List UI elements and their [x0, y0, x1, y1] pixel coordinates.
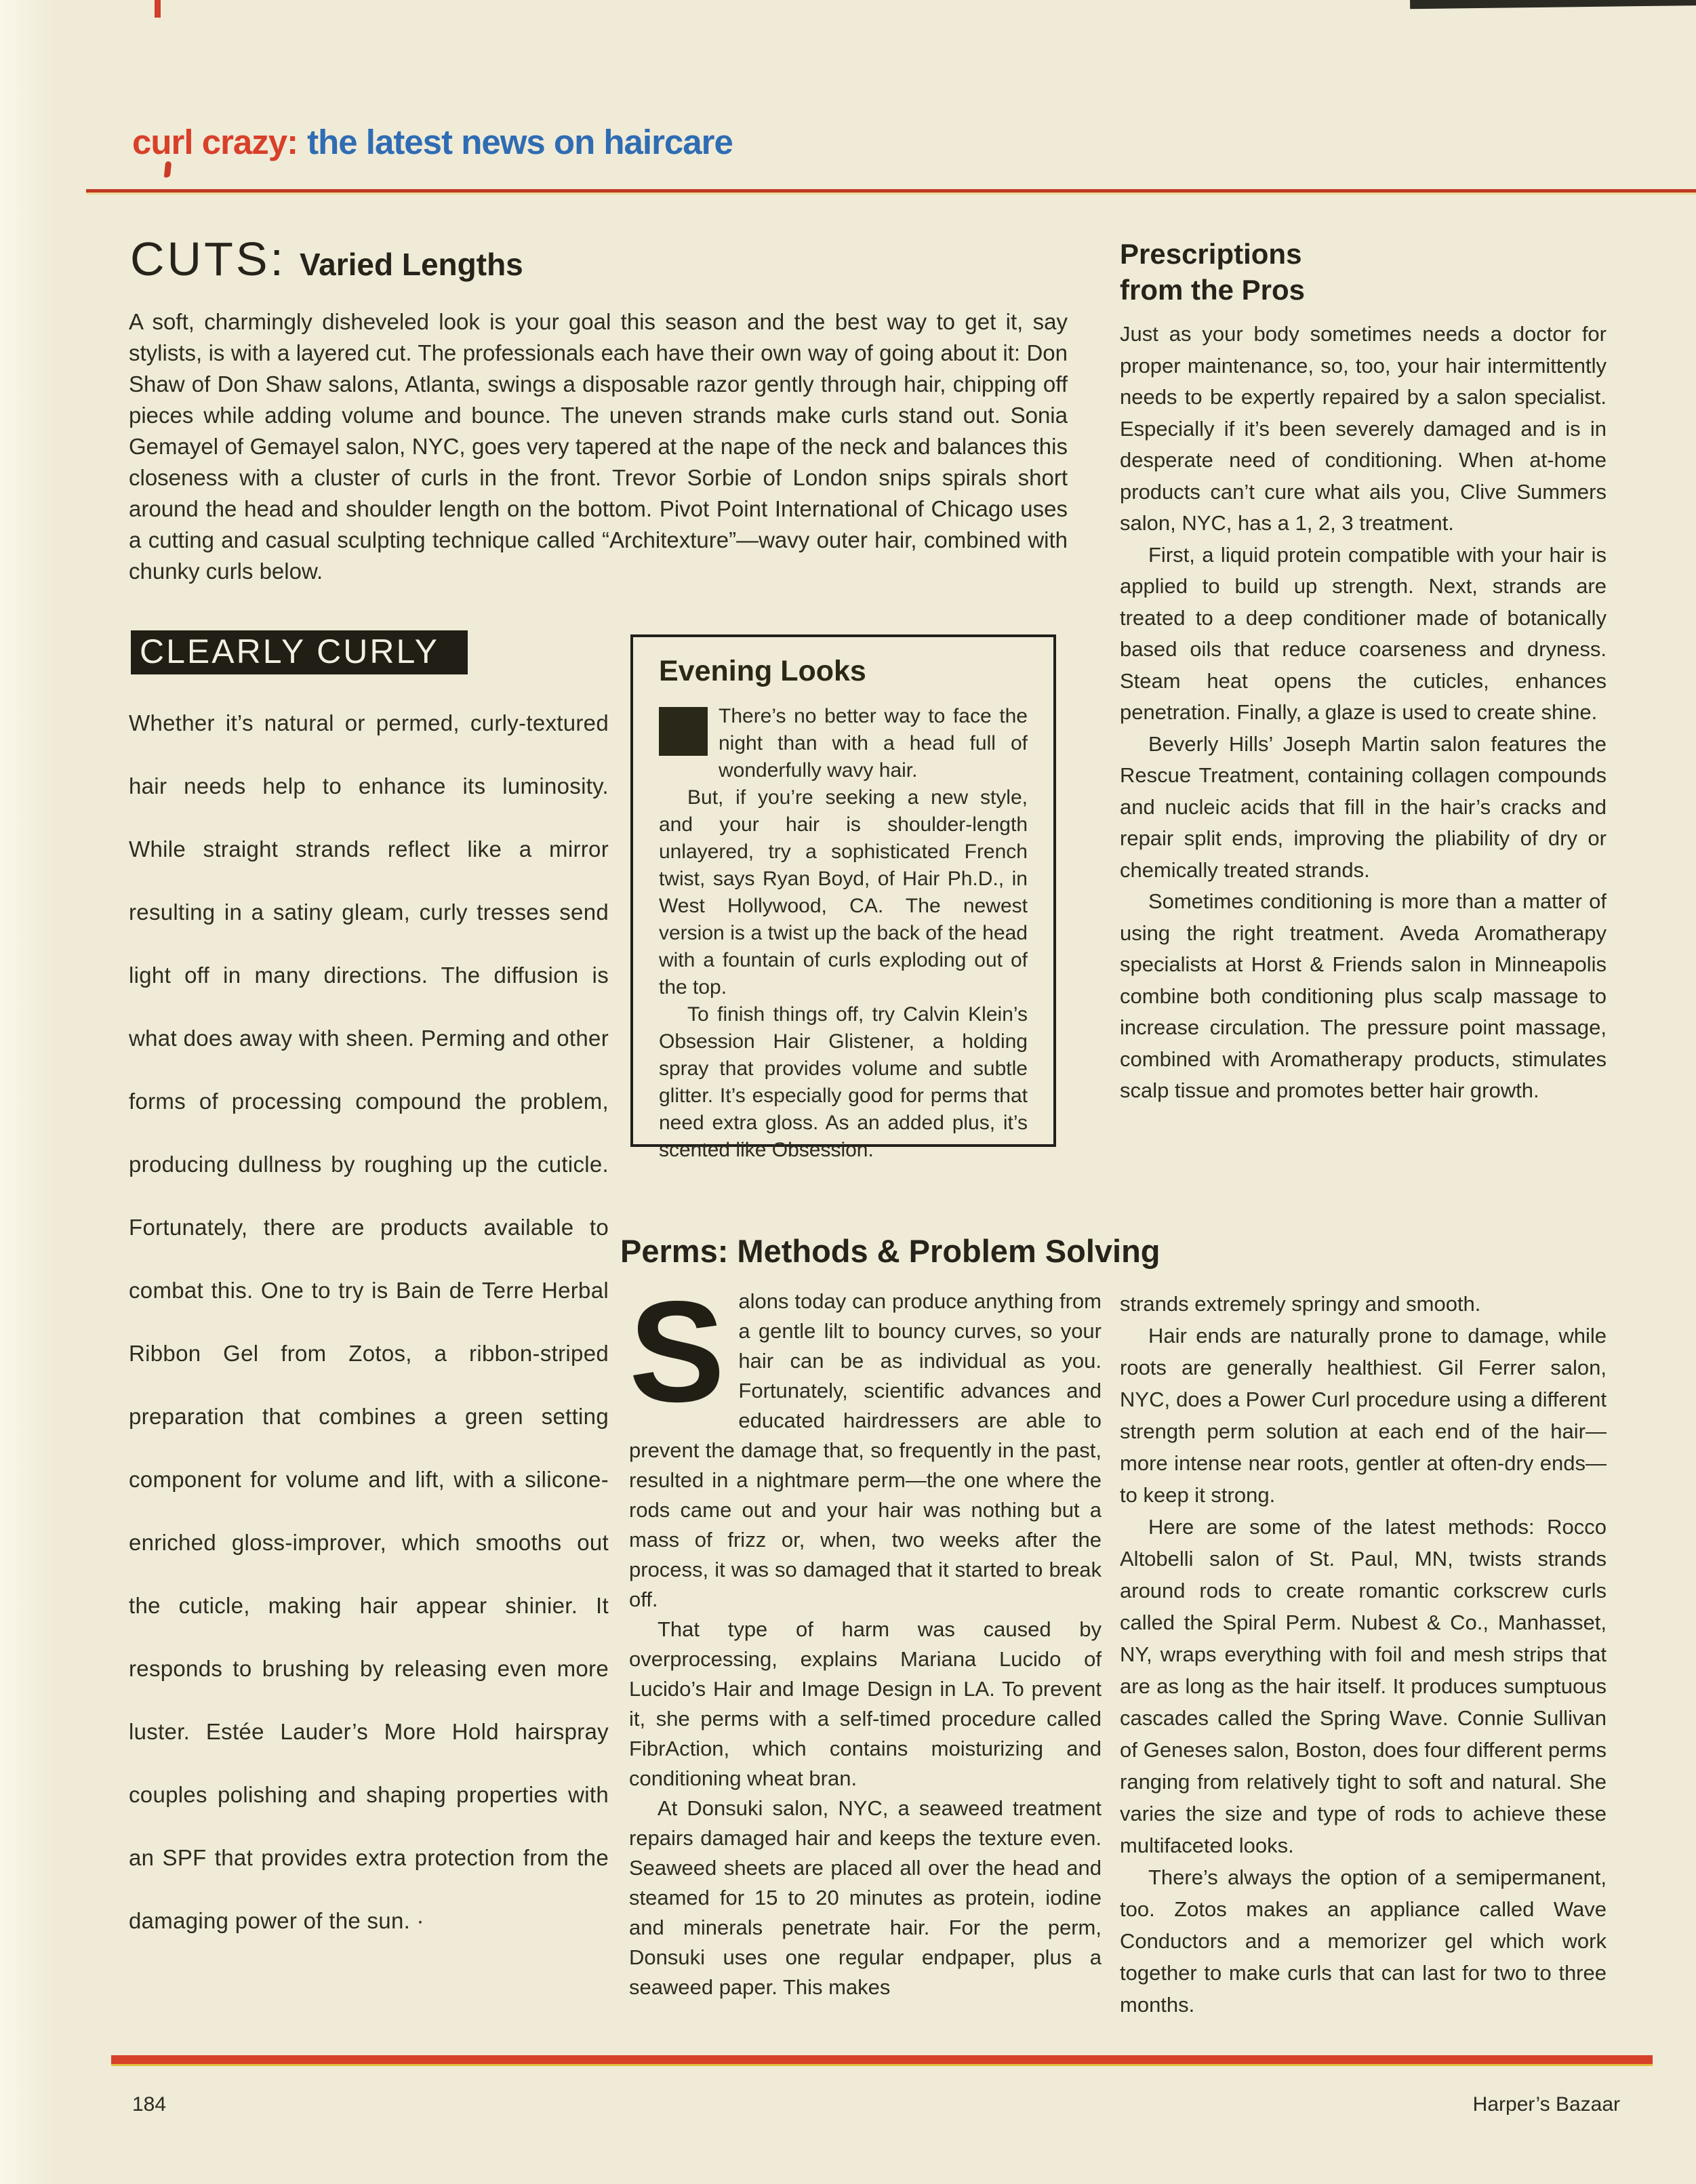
kicker-blue-text: the latest news on haircare	[307, 123, 733, 161]
perms-heading: Perms: Methods & Problem Solving	[620, 1233, 1160, 1269]
cuts-heading	[130, 232, 523, 286]
cuts-paragraph: A soft, charmingly disheveled look is your goal this season and the best way to get it, say stylists, is with a layered cut. The professionals each have their own way of going about it: Don Shaw of Don Shaw salons, Atlanta, swings a disposable razor gently through hair, chipping off pieces while adding volume and bounce. The uneven strands make curls stand out. Sonia Gemayel of Gemayel salon, NYC, goes very tapered at the nape of the neck and balances this closeness with a cluster of curls in the front. Trevor Sorbie of London snips spirals short around the head and shoulder length on the bottom. Pivot Point International of Chicago uses a cutting and casual sculpting technique called “Architexture”—wavy outer hair, combined with chunky curls below.	[129, 309, 1068, 584]
perms-paragraph-1: Salons today can produce anything from a gentle lilt to bouncy curves, so your hair can be as individual as you. Fortunately, scientific advances and educated hairdressers are able to prevent the damage that, so frequently in the past, resulted in a nightmare perm—the one where the rods came out and your hair was nothing but a mass of frizz or, when, two weeks after the process, it was so damaged that it started to break off.	[629, 1271, 1102, 1611]
scan-edge-top-right	[1410, 0, 1696, 9]
perms-article-column-1	[629, 1271, 1102, 2002]
prescriptions-heading-line2: from the Pros	[1120, 274, 1306, 306]
print-registration-mark	[155, 0, 161, 18]
perms-paragraph-6: Here are some of the latest methods: Rocco Altobelli salon of St. Paul, MN, twists strands around rods to create romantic corkscrew curls called the Spiral Perm. Nubest & Co., Manhasset, NY, wraps everything with foil and mesh strips that are as long as the hair itself. It produces sumptuous cascades called the Spring Wave. Connie Sullivan of Geneses salon, Boston, does four different perms ranging from relatively tight to soft and natural. She varies the size and type of rods to achieve these multifaceted looks.	[1120, 1515, 1607, 1857]
evening-looks-box	[630, 634, 1056, 1161]
prescriptions-heading	[1120, 236, 1305, 308]
perms-paragraph-4: strands extremely springy and smooth.	[1120, 1292, 1481, 1316]
prescriptions-heading-line1: Prescriptions	[1120, 238, 1302, 270]
section-kicker	[132, 122, 733, 162]
perms-paragraph-3: At Donsuki salon, NYC, a seaweed treatment repairs damaged hair and keeps the texture even. Seaweed sheets are placed all over the head and steamed for 15 to 20 minutes as protein, iodine and minerals penetrate hair. For the perm, Donsuki uses one regular endpaper, plus a seaweed paper. This makes	[629, 1796, 1102, 1999]
stray-ink-mark	[164, 161, 171, 178]
scan-edge-left	[0, 0, 54, 2184]
clearly-curly-heading: CLEARLY CURLY	[131, 630, 468, 674]
page-number: 184	[132, 2093, 167, 2116]
perms-paragraph-7: There’s always the option of a semipermanent, too. Zotos makes an appliance called Wave Conductors and a memorizer gel which work together to make curls that can last for two to three months.	[1120, 1865, 1607, 2017]
clearly-curly-article-body	[129, 691, 609, 1952]
perms-paragraph-5: Hair ends are naturally prone to damage, while roots are generally healthiest. Gil Ferrer salon, NYC, does a Power Curl procedure using a different strength perm solution at each end of the hair—more intense near roots, gentler at often-dry ends—to keep it strong.	[1120, 1324, 1607, 1507]
evening-looks-heading: Evening Looks	[659, 655, 866, 687]
header-rule	[86, 189, 1696, 193]
magazine-name: Harper’s Bazaar	[1472, 2093, 1620, 2116]
square-bullet-icon	[659, 707, 708, 756]
prescriptions-paragraph-2: First, a liquid protein compatible with your hair is applied to build up strength. Next, strands are treated to a deep conditioner made of botanically based oils that reduce coarseness and dryness. Steam heat opens the cuticles, enhances penetration. Finally, a glaze is used to create shine.	[1120, 542, 1607, 724]
cuts-heading-light: CUTS:	[130, 232, 286, 285]
clearly-curly-paragraph: Whether it’s natural or permed, curly-textured hair needs help to enhance its luminosity. While straight strands reflect like a mirror resulting in a satiny gleam, curly tresses send light off in many directions. The diffusion is what does away with sheen. Perming and other forms of processing compound the problem, producing dullness by roughing up the cuticle. Fortunately, there are products available to combat this. One to try is Bain de Terre Herbal Ribbon Gel from Zotos, a ribbon-striped preparation that combines a green setting component for volume and lift, with a silicone-enriched gloss-improver, which smooths out the cuticle, making hair appear shinier. It responds to brushing by releasing even more luster. Estée Lauder’s More Hold hairspray couples polishing and shaping properties with an SPF that provides extra protection from the damaging power of the sun. ·	[129, 710, 609, 1933]
cuts-article-body	[129, 306, 1068, 587]
perms-paragraph-2: That type of harm was caused by overprocessing, explains Mariana Lucido of Lucido’s Hair and Image Design in LA. To prevent it, she perms with a self-timed procedure called FibrAction, which contains moisturizing and conditioning wheat bran.	[629, 1617, 1102, 1790]
prescriptions-paragraph-3: Beverly Hills’ Joseph Martin salon features the Rescue Treatment, containing collagen compounds and nucleic acids that fill in the hair’s cracks and repair split ends, improving the pliability of dry or chemically treated strands.	[1120, 731, 1607, 882]
prescriptions-article-body	[1120, 319, 1607, 1107]
cuts-heading-bold: Varied Lengths	[300, 247, 523, 282]
prescriptions-paragraph-4: Sometimes conditioning is more than a matter of using the right treatment. Aveda Aromatherapy specialists at Horst & Friends salon in Minneapolis combine both conditioning plus scalp massage to increase circulation. The pressure point massage, combined with Aromatherapy products, stimulates scalp tissue and promotes better hair growth.	[1120, 889, 1607, 1102]
perms-article-column-2	[1120, 1288, 1607, 2021]
evening-looks-paragraph-1: There’s no better way to face the night than with a head full of wonderfully wavy hair.	[659, 703, 1028, 784]
evening-looks-paragraph-3: To finish things off, try Calvin Klein’s Obsession Hair Glistener, a holding spray that provides volume and subtle glitter. It’s especially good for perms that need extra gloss. As an added plus, it’s scented like Obsession.	[659, 1003, 1028, 1161]
evening-looks-paragraph-2: But, if you’re seeking a new style, and your hair is shoulder-length unlayered, try a sophisticated French twist, says Ryan Boyd, of Hair Ph.D., in West Hollywood, CA. The newest version is a twist up the back of the head with a fountain of curls exploding out of the top.	[659, 786, 1028, 998]
footer-rule	[111, 2055, 1653, 2066]
dropcap-letter: S	[629, 1271, 725, 1432]
kicker-red-text: curl crazy:	[132, 123, 298, 161]
prescriptions-paragraph-1: Just as your body sometimes needs a doctor for proper maintenance, so, too, your hair intermittently needs to be expertly repaired by a salon specialist. Especially if it’s been severely damaged and is in desperate need of conditioning. When at-home products can’t cure what ails you, Clive Summers salon, NYC, has a 1, 2, 3 treatment.	[1120, 322, 1607, 535]
